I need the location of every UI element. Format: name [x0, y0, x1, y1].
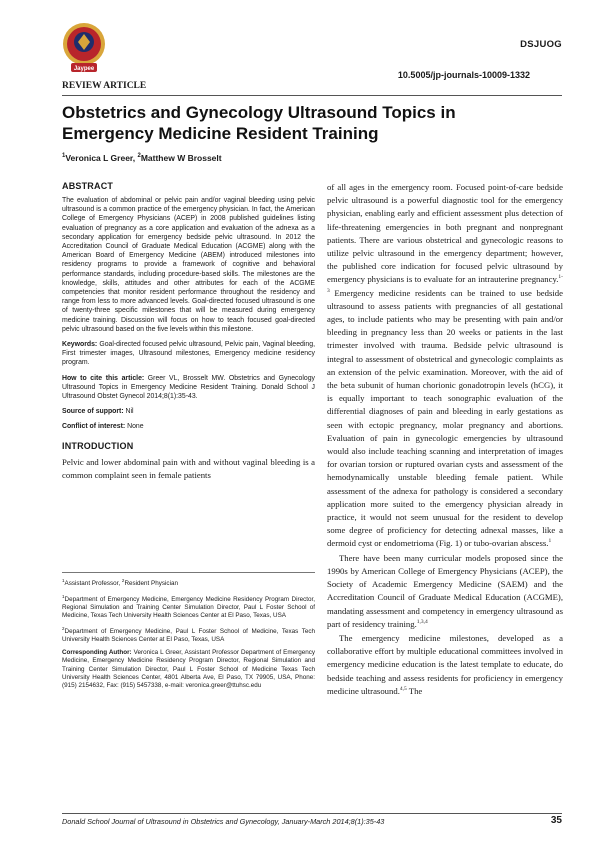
citation-sup: 4,5 [399, 685, 407, 692]
aff1-text: Department of Emergency Medicine, Emergency Medicine Residency Program Director, Regional Simulation and Training Center Simulation Director, Paul L Foster School of Medicine, Texas Tech University Health Sciences Center at El Paso, Texas, USA [62, 595, 315, 620]
jaypee-logo [58, 20, 110, 78]
author-line [62, 153, 222, 163]
author1-name: Veronica L Greer, [65, 153, 138, 163]
corr-text: Veronica L Greer, Assistant Professor Department of Emergency Medicine, Emergency Medicine Residency Program Director, Regional Simulation and Training Center Simulation Director, Paul L Foster School of Medicine Texas Tech University Health Sciences Center, 4801 Alberta Ave, El Paso, TX 79905, USA, Phone: (915) 2154632, Fax: (915) 5457338, e-mail: veronica.greer@ttuhsc.edu [62, 648, 315, 690]
support-text: Nil [123, 408, 134, 416]
citation-note [62, 374, 315, 402]
intro-paragraph-2 [327, 552, 563, 631]
footnote-affiliation-1 [62, 593, 315, 621]
author1-number: 1 [62, 153, 66, 160]
introduction-heading: INTRODUCTION [62, 440, 134, 451]
right-column [327, 181, 563, 698]
conflict-label: Conflict of interest: [62, 423, 126, 431]
intro-paragraph-1 [327, 181, 563, 551]
footnotes [62, 577, 315, 695]
page-number: 35 [550, 815, 562, 826]
positions-text-1: Assistant Professor, [64, 580, 122, 588]
citation-sup: 1,3,4 [416, 618, 428, 625]
keywords-text: Goal-directed focused pelvic ultrasound, Pelvic pain, Vaginal bleeding, First trimester images, Ultrasound milestones, Emergency medicine residency program. [62, 341, 315, 367]
citation-sup: 1 [548, 538, 552, 545]
conflict-of-interest [62, 422, 315, 431]
abstract-heading: ABSTRACT [62, 181, 114, 191]
corr-label: Corresponding Author: [62, 648, 132, 656]
footnote-divider [62, 572, 315, 573]
aff1-number: 1 [62, 593, 65, 599]
doi: 10.5005/jp-journals-10009-1332 [397, 70, 530, 80]
conflict-text: None [125, 423, 144, 431]
logo-label: Jaypee [73, 66, 95, 72]
positions-number-2: 2 [121, 578, 125, 583]
intro-p3-text: The emergency medicine milestones, developed as a collaborative effort by multiple educational committees involved in emergency medicine education is the latest template to educate, do bedside teaching and assess residents for proficiency in emergency medicine ultrasound. [327, 632, 563, 696]
footnote-affiliation-2 [62, 625, 315, 645]
footer-citation: Donald School Journal of Ultrasound in Obstetrics and Gynecology, January-March 2014;8(1):35-43 [62, 817, 385, 826]
footer-divider [62, 813, 562, 814]
source-of-support [62, 407, 315, 416]
left-column [62, 181, 315, 482]
aff2-number: 2 [62, 625, 65, 631]
cite-text: Greer VL, Brosselt MW. Obstetrics and Gynecology Ultrasound Topics in Emergency Medicine Resident Training. Donald School J Ultrasound Obstet Gynecol 2014;8(1):35-43. [62, 374, 315, 401]
positions-number-1: 1 [62, 578, 65, 583]
header-divider [62, 95, 562, 96]
author2-name: Matthew W Brosselt [140, 153, 222, 163]
footnote-positions [62, 577, 315, 589]
intro-paragraph-3 [327, 632, 563, 698]
journal-code: DSJUOG [520, 39, 562, 50]
support-label: Source of support: [62, 408, 124, 416]
positions-text-2: Resident Physician [124, 580, 178, 588]
keywords-label: Keywords: [62, 341, 98, 349]
intro-p1-part-b: Emergency medicine residents can be trained to use bedside ultrasound to assess patients with pregnancies of all gestational ages, to include patients who may be presenting with pain and/or bleeding in pregnancy less than 20 weeks or patients in the last trimester involved with trauma. Bedside pelvic ultrasound is integral to assessment of obstetrical and gynecologic complaints as an extension of the pelvic examination. Moreover, with the aid of the beta subunit of human chorionic gonadotropin levels (hCG), it is equally important to teach sonographic evaluation of the differential diagnoses of pain and bleeding in early gestations as seen with ectopic pregnancy, molar pregnancy and abortions. Evaluation of pain in gynecologic emergencies by ultrasound would also include teaching scanning and interpretation of images for ovarian torsion or ruptured ovarian cysts and assessment of the hemodynamically unstable bleeding female patient. While assessment of the adnexa for pathology is considered a secondary application more suited to the emergency physician already in practice, it would not seem unusual for the resident to develop some degree of proficiency for detecting adnexal masses, like a dermoid cyst or endometrioma (Fig. 1) or tubo-ovarian abscess. [327, 287, 563, 549]
article-type: REVIEW ARTICLE [62, 81, 147, 91]
abstract-text: The evaluation of abdominal or pelvic pain and/or vaginal bleeding using pelvic ultrasound is a common practice of the emergency physician. In fact, the American College of Emergency Physicians (ACEP) in 2008 published guidelines listing evaluation of pregnancy as a core application and evaluation of the adnexa as a secondary application for emergency bedside pelvic ultrasound. In 2012 the Accreditation Council of Graduate Medical Education (ACGME) along with the American Board of Emergency Medicine (ABEM) introduced milestones into residency programs to provide a framework of cognitive and behavioral performance standards, including procedure-based skills. The milestones are the knowledge, skills, attitudes and other attributes for each of the ACGME competencies that monitor resident performance throughout the residency and range from less to more advanced levels. Goal-directed focused ultrasound is one of twenty-three specific milestones that will be measured during emergency medicine training. Discussion will focus on how to teach focused goal-directed pelvic ultrasound based on the five levels within this milestone. [62, 197, 315, 333]
intro-p1-part-a: of all ages in the emergency room. Focused point-of-care bedside pelvic ultrasound is a powerful diagnostic tool for the emergency physician, enabling early and efficient assessment plus detection of life-threatening emergencies in both pregnant and nonpregnant patients. There are various obstetrical and gynecologic reasons to utilize pelvic ultrasound in the emergency department; however, the published core indication for focused pelvic ultrasound by emergency physicians is to evaluate for an intrauterine pregnancy. [327, 182, 563, 285]
author2-number: 2 [137, 153, 141, 160]
footnote-corresponding-author [62, 649, 315, 691]
article-title: Obstetrics and Gynecology Ultrasound Topics in Emergency Medicine Resident Training [62, 103, 456, 143]
intro-p2-text: There have been many curricular models proposed since the 1990s by American College of Emergency Physicians (ACEP), the Society of Academic Emergency Medicine (SAEM) and the Accreditation Council of Graduate Medical Education (ACGME), mandating assessment and competency in emergency ultrasound as part of residency training. [327, 552, 563, 629]
keywords [62, 340, 315, 368]
aff2-text: Department of Emergency Medicine, Paul L Foster School of Medicine, Texas Tech University Health Sciences Center at El Paso, Texas, USA [62, 627, 315, 644]
cite-label: How to cite this article: [62, 374, 145, 382]
citation-sup: 1-3 [327, 274, 563, 294]
intro-p3-tail: The [406, 685, 423, 696]
introduction-left-text: Pelvic and lower abdominal pain with and without vaginal bleeding is a common complaint seen in female patients [62, 456, 315, 480]
